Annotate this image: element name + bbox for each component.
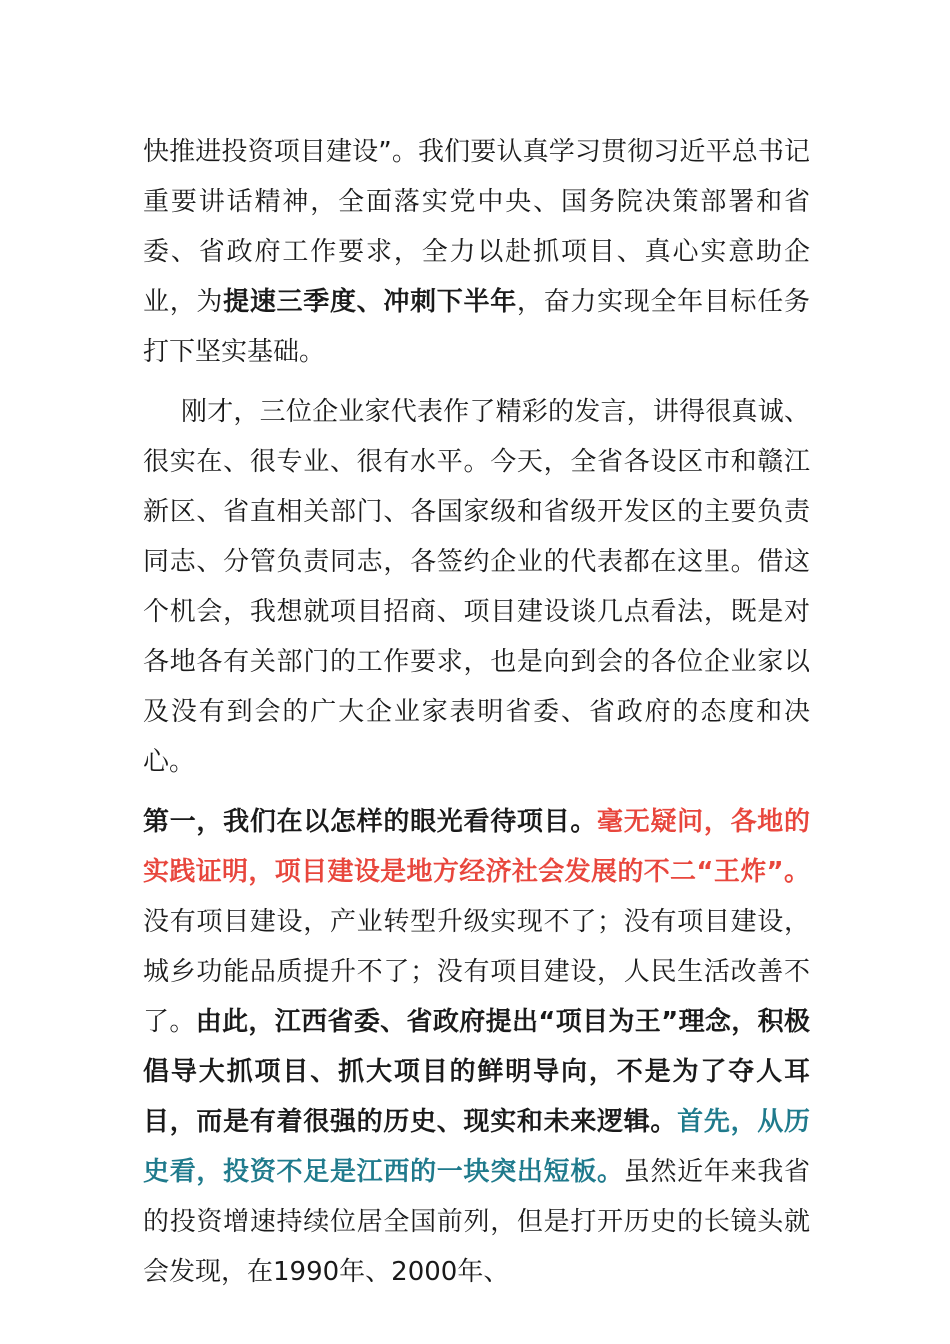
red-highlight-segment: 毫无疑问，各地的实践证明，项目建设是地方经济社会发展的不二“王炸”。 [143, 807, 810, 887]
teal-highlight-segment: 首先，从历史看，投资不足是江西的一块突出短板。 [143, 1107, 810, 1187]
document-page [143, 127, 810, 1297]
text-segment: 虽然近年来我省的投资增速持续位居全国前列，但是打开历史的长镜头就会发现，在1990年、2000年、 [143, 1157, 810, 1287]
text-segment: 快推进投资项目建设”。我们要认真学习贯彻习近平总书记重要讲话精神，全面落实党中央、国务院决策部署和省委、省政府工作要求，全力以赴抓项目、真心实意助企业，为 [143, 137, 810, 317]
bold-text-segment: 由此，江西省委、省政府提出“项目为王”理念，积极倡导大抓项目、抓大项目的鲜明导向，不是为了夺人耳目，而是有着很强的历史、现实和未来逻辑。 [143, 1007, 810, 1137]
bold-text-segment: 提速三季度、冲刺下半年 [223, 287, 517, 317]
bold-heading-segment: 第一，我们在以怎样的眼光看待项目。 [143, 807, 598, 837]
paragraph-2 [143, 387, 810, 787]
text-segment: 刚才，三位企业家代表作了精彩的发言，讲得很真诚、很实在、很专业、很有水平。今天，全省各设区市和赣江新区、省直相关部门、各国家级和省级开发区的主要负责同志、分管负责同志，各签约企业的代表都在这里。借这个机会，我想就项目招商、项目建设谈几点看法，既是对各地各有关部门的工作要求，也是向到会的各位企业家以及没有到会的广大企业家表明省委、省政府的态度和决心。 [143, 397, 810, 777]
paragraph-3 [143, 797, 810, 1297]
paragraph-1 [143, 127, 810, 377]
text-segment: ，奋力实现全年目标任务打下坚实基础。 [143, 287, 810, 367]
text-segment: 没有项目建设，产业转型升级实现不了；没有项目建设，城乡功能品质提升不了；没有项目建设，人民生活改善不了。 [143, 907, 810, 1037]
